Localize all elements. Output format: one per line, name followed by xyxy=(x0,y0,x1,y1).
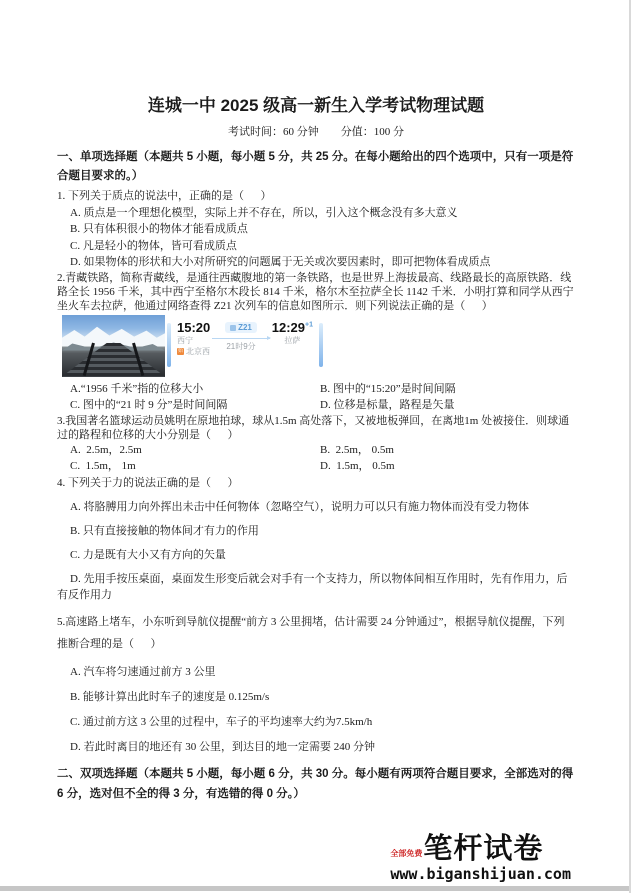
departure-city: 西宁 xyxy=(177,335,193,345)
question-3-option-b: B. 2.5m， 0.5m xyxy=(320,443,394,456)
question-2 xyxy=(57,271,575,414)
question-3-option-a: A. 2.5m，2.5m xyxy=(70,443,142,456)
question-1-stem: 1. 下列关于质点的说法中，正确的是（ ） xyxy=(57,190,272,202)
departure-block xyxy=(177,321,210,357)
arrival-time: $12:29^{+1}$ xyxy=(271,319,313,335)
watermark-top-row xyxy=(390,835,571,864)
question-1-option-c: C. 凡是轻小的物体，皆可看成质点 xyxy=(70,239,237,252)
question-1-option-d: D. 如果物体的形状和大小对所研究的问题属于无关或次要因素时，即可把物体看成质点 xyxy=(70,256,491,268)
duration-arrow-icon xyxy=(212,338,270,339)
watermark-brand: 笔杆试卷 xyxy=(423,833,544,865)
question-2-option-c: C. 图中的“21 时 9 分”是时间间隔 xyxy=(70,399,228,411)
question-4-stem: 4. 下列关于力的说法正确的是（ ） xyxy=(57,476,239,489)
question-5-option-b: B. 能够计算出此时车子的速度是 0.125m/s xyxy=(70,691,270,703)
exam-meta: 考试时间：60 分钟 分值：100 分 xyxy=(228,126,404,138)
question-2-option-b: B. 图中的“15:20”是时间间隔 xyxy=(320,382,456,395)
question-2-figure xyxy=(62,315,575,379)
question-3-options xyxy=(57,442,575,475)
page-bottom-edge xyxy=(0,886,629,891)
page-title: 连城一中 2025 级高一新生入学考试物理试题 xyxy=(147,96,485,115)
arrival-city: 拉萨 xyxy=(284,335,301,345)
trip-duration: 21时9分 xyxy=(226,341,256,351)
question-1-options xyxy=(57,205,575,271)
question-3-option-d: D. 1.5m， 0.5m xyxy=(320,460,395,472)
train-icon xyxy=(230,325,236,331)
question-2-stem: 2.青藏铁路，简称青藏线，是通往西藏腹地的第一条铁路，也是世界上海拔最高、线路最长的高原铁路．线路全长 1956 千米，其中西宁至格尔木段长 814 千米，格尔木至拉萨全长 1142 千米．小明打算和同学从西宁坐火车去拉萨，他通过网络查得 Z21 次列车的信息如图所示．则下列说法正确的是（ ） xyxy=(57,271,574,312)
watermark-free-tag: 全部免费 xyxy=(390,849,423,858)
question-5-option-c: C. 通过前方这 3 公里的过程中，车子的平均速率大约为7.5km/h xyxy=(70,716,373,728)
departure-time: 15:20 xyxy=(177,319,211,335)
question-5-options xyxy=(57,664,575,755)
question-3-stem: 3.我国著名篮球运动员姚明在原地拍球，球从1.5m 高处落下，又被地板弹回，在离地1m 处被接住．则球通过的路程和位移的大小分别是（ ） xyxy=(57,414,570,441)
origin-station-icon: 始 xyxy=(177,348,183,355)
arrival-block xyxy=(272,321,313,346)
origin-row xyxy=(177,348,210,357)
section-two-heading: 二、双项选择题（本题共 5 小题，每小题 6 分，共 30 分。每小题有两项符合题目要求，全部选对的得 6 分，选对但不全的得 3 分，有选错的得 0 分。） xyxy=(57,768,577,800)
question-5-option-d: D. 若此时离目的地还有 30 公里，到达目的地一定需要 240 分钟 xyxy=(70,741,375,753)
train-schedule-card xyxy=(167,315,323,373)
watermark xyxy=(390,835,571,883)
watermark-url: www.biganshijuan.com xyxy=(390,865,571,883)
train-number-block xyxy=(212,322,270,352)
train-number: Z21 xyxy=(238,323,252,332)
question-1 xyxy=(57,188,575,271)
question-1-option-b: B. 只有体积很小的物体才能看成质点 xyxy=(70,223,248,235)
question-1-option-a: A. 质点是一个理想化模型，实际上并不存在，所以，引入这个概念没有多大意义 xyxy=(70,206,458,219)
section-one-heading: 一、单项选择题（本题共 5 小题，每小题 5 分，共 25 分。在每小题给出的四个选项中，只有一项是符合题目要求的。） xyxy=(57,151,574,182)
origin-station: 北京西 xyxy=(186,346,210,356)
question-4 xyxy=(57,475,575,604)
question-5 xyxy=(57,611,575,755)
plus-one-day-badge: +1 xyxy=(305,321,313,329)
question-2-option-a: A.“1956 千米”指的位移大小 xyxy=(70,382,204,395)
question-4-option-c: C. 力是既有大小又有方向的矢量 xyxy=(70,549,226,561)
question-4-option-a: A. 将胳膊用力向外挥出未击中任何物体（忽略空气），说明力可以只有施力物体而没有受力物体 xyxy=(70,501,529,513)
card-left-bar xyxy=(167,323,171,367)
question-4-option-d: D. 先用手按压桌面，桌面发生形变后就会对手有一个支持力，所以物体间相互作用时，先有作用力，后有反作用力 xyxy=(57,573,568,601)
question-4-options xyxy=(57,499,575,603)
question-2-option-d: D. 位移是标量，路程是矢量 xyxy=(320,399,455,411)
question-2-options xyxy=(57,381,575,414)
question-5-stem: 5.高速路上堵车，小东听到导航仪提醒“前方 3 公里拥堵，估计需要 24 分钟通过”，根据导航仪提醒，下列推断合理的是（ ） xyxy=(57,616,565,650)
railway-photo xyxy=(62,315,165,377)
question-3 xyxy=(57,414,575,475)
question-4-option-b: B. 只有直接接触的物体间才有力的作用 xyxy=(70,525,259,537)
question-3-option-c: C. 1.5m， 1m xyxy=(70,460,136,472)
card-right-bar xyxy=(319,323,323,367)
question-5-option-a: A. 汽车将匀速通过前方 3 公里 xyxy=(70,666,216,678)
train-number-tag xyxy=(225,322,257,333)
